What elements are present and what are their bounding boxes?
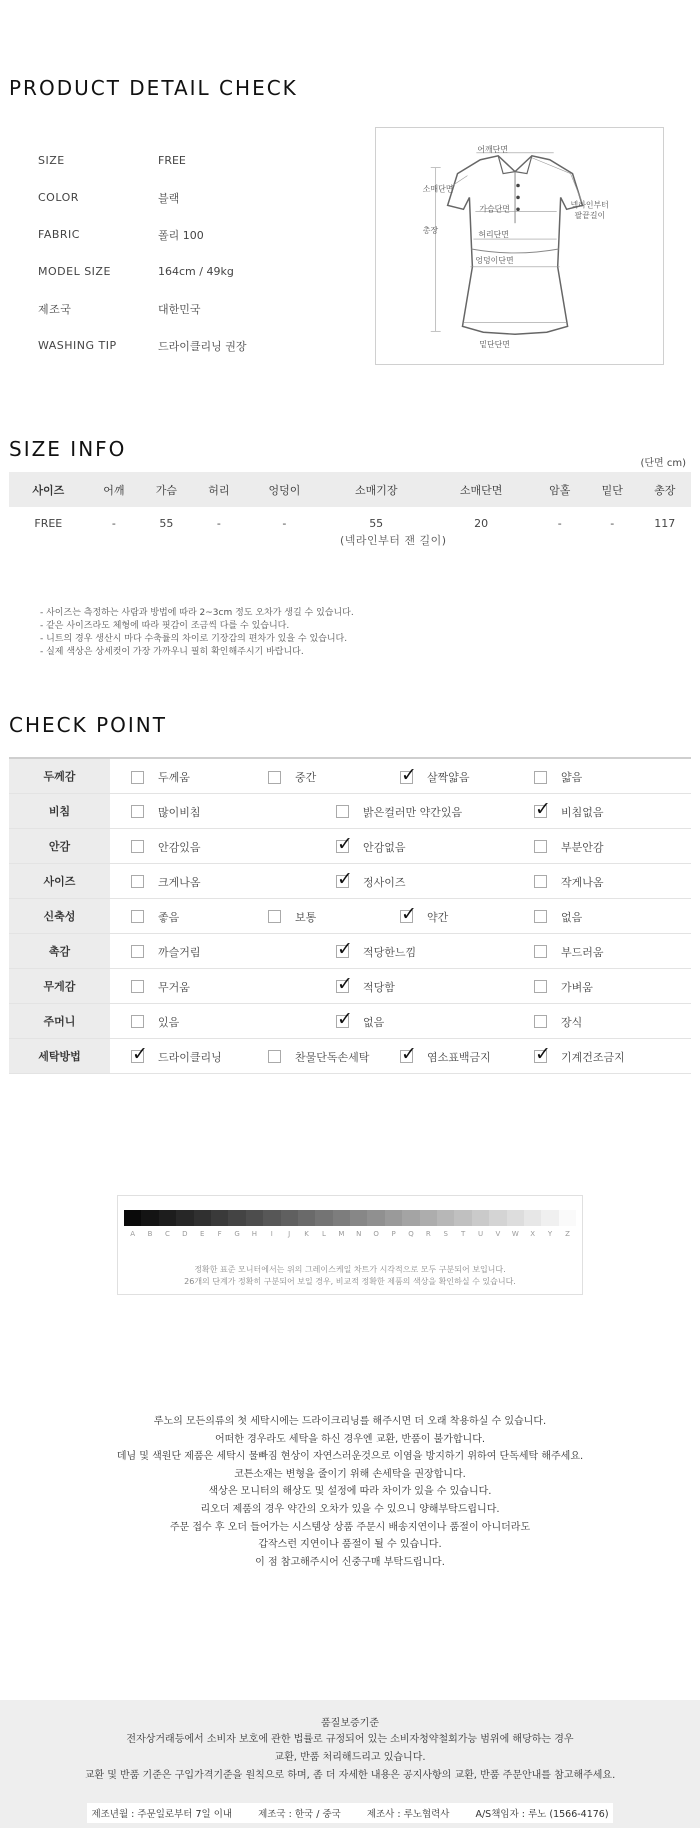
spec-row: [38, 290, 298, 327]
check-option-label: 비침없음: [561, 805, 604, 819]
check-option-label: 없음: [363, 1015, 385, 1029]
gray-letter: V: [495, 1230, 501, 1238]
size-cell: 55: [369, 517, 384, 530]
size-cell: -: [111, 517, 116, 530]
notice-line: 데님 및 색원단 제품은 세탁시 물빠짐 현상이 자연스러운것으로 이염을 방지하기 위하여 단독세탁 해주세요.: [116, 1451, 584, 1463]
check-option: [534, 944, 604, 960]
check-option-label: 밝은컬러만 약간있음: [363, 805, 463, 819]
check-option: [534, 1014, 582, 1030]
check-option-label: 없음: [561, 910, 583, 924]
spec-label: 제조국: [38, 302, 72, 316]
grayscale-line-2: 26개의 단계가 정확히 구분되어 보일 경우, 비교적 정확한 제품의 색상을 확인하실 수 있습니다.: [184, 1277, 516, 1286]
grayscale-letters: [124, 1230, 576, 1238]
unit-note: (단면 cm): [640, 458, 686, 469]
gray-letter: G: [234, 1230, 240, 1238]
size-header-cell: 가슴: [140, 472, 192, 507]
checked-checkbox[interactable]: [534, 805, 547, 818]
spec-value: 블랙: [158, 191, 180, 205]
quality-footer: [0, 1700, 700, 1828]
gray-letter: L: [322, 1230, 326, 1238]
grayscale-line-1: 정확한 표준 모니터에서는 위의 그레이스케일 차트가 시각적으로 모두 구분되어 보입니다.: [194, 1265, 506, 1274]
shoulder-label: 어깨단면: [477, 144, 508, 154]
check-options: [110, 1003, 691, 1038]
size-header-cell: 총장: [638, 472, 691, 507]
check-row-label: 촉감: [9, 933, 110, 968]
checked-checkbox[interactable]: [336, 875, 349, 888]
check-row-label: 신축성: [9, 898, 110, 933]
notice-line: 어떠한 경우라도 세탁을 하신 경우엔 교환, 반품이 불가합니다.: [214, 1433, 486, 1445]
gray-swatch: [194, 1210, 211, 1226]
check-option: [534, 874, 604, 890]
gray-letter: Z: [565, 1230, 570, 1238]
checked-checkbox[interactable]: [534, 1050, 547, 1063]
check-option-label: 많이비침: [158, 805, 201, 819]
gray-letter: B: [147, 1230, 153, 1238]
gray-swatch: [489, 1210, 506, 1226]
gray-swatch: [315, 1210, 332, 1226]
check-row: [9, 793, 691, 828]
check-option-label: 무거움: [158, 980, 190, 994]
gray-swatch: [559, 1210, 576, 1226]
check-option: [131, 979, 190, 995]
check-option: [534, 769, 582, 785]
gray-letter: A: [130, 1230, 136, 1238]
checkbox[interactable]: [336, 805, 349, 818]
check-row: [9, 828, 691, 863]
spec-label: SIZE: [38, 154, 65, 167]
notice-line: 색상은 모니터의 해상도 및 설정에 따라 차이가 있을 수 있습니다.: [208, 1486, 492, 1498]
spec-row: [38, 142, 298, 179]
size-table: [9, 472, 691, 533]
check-option-label: 가벼움: [561, 980, 593, 994]
checked-checkbox[interactable]: [336, 1015, 349, 1028]
checked-checkbox[interactable]: [336, 840, 349, 853]
gray-letter: H: [251, 1230, 258, 1238]
check-options: [110, 933, 691, 968]
footer-info-item: 제조국 : 한국 / 중국: [258, 1809, 341, 1820]
hip-label: 엉덩이단면: [475, 255, 514, 265]
check-option: [268, 769, 316, 785]
check-row: [9, 933, 691, 968]
check-options: [110, 898, 691, 933]
size-header-cell: 어깨: [88, 472, 140, 507]
check-row: [9, 968, 691, 1003]
gray-swatch: [385, 1210, 402, 1226]
notice-line: 주문 접수 후 오더 들어가는 시스템상 상품 주문시 배송지연이나 품절이 아니더라도: [169, 1521, 531, 1533]
size-table-header: [9, 472, 691, 507]
check-option: [534, 979, 593, 995]
footer-title: 품질보증기준: [321, 1718, 379, 1729]
check-option-label: 부분안감: [561, 840, 604, 854]
gray-letter: T: [460, 1230, 466, 1238]
spec-label: WASHING TIP: [38, 339, 117, 352]
total-length-label: 총장: [422, 226, 439, 236]
checkbox[interactable]: [131, 945, 144, 958]
sleeve-length-note: (넥라인부터 잰 길이): [340, 534, 447, 547]
gray-swatch: [263, 1210, 280, 1226]
check-options: [110, 1038, 691, 1073]
check-option-label: 장식: [561, 1015, 583, 1029]
check-option: [131, 874, 201, 890]
checkbox[interactable]: [534, 945, 547, 958]
size-diagram: [375, 127, 664, 365]
check-option-label: 중간: [295, 771, 317, 784]
notice-line: 갑작스런 지연이나 품절이 될 수 있습니다.: [258, 1539, 442, 1551]
size-header-cell: 소매단면: [429, 472, 534, 507]
check-table: [9, 757, 691, 1074]
gray-swatch: [454, 1210, 471, 1226]
check-option-label: 두께움: [158, 771, 190, 784]
check-row-label: 무게감: [9, 968, 110, 1003]
size-cell: 55: [159, 517, 174, 530]
gray-letter: K: [304, 1230, 309, 1238]
spec-row: [38, 179, 298, 216]
gray-swatch: [524, 1210, 541, 1226]
gray-letter: X: [530, 1230, 536, 1238]
check-option-label: 안감없음: [363, 840, 406, 854]
check-option: [400, 1049, 491, 1065]
check-option: [336, 1014, 384, 1030]
footer-info-item: 제조사 : 루노협력사: [366, 1809, 450, 1820]
check-point-title: CHECK POINT: [9, 713, 167, 737]
size-cell: 117: [654, 517, 676, 530]
spec-list: [38, 142, 298, 364]
gray-letter: F: [217, 1230, 222, 1238]
checkbox[interactable]: [268, 771, 281, 784]
spec-value: 폴리 100: [158, 228, 204, 242]
gray-swatch: [281, 1210, 298, 1226]
spec-value: 164cm / 49kg: [158, 265, 234, 278]
check-option-label: 작게나옴: [561, 875, 604, 889]
checkbox[interactable]: [131, 980, 144, 993]
footer-info-bar: [87, 1803, 613, 1823]
gray-swatch: [141, 1210, 158, 1226]
checkbox[interactable]: [131, 805, 144, 818]
check-option-label: 정사이즈: [363, 875, 406, 889]
checkbox[interactable]: [131, 910, 144, 923]
spec-label: MODEL SIZE: [38, 265, 111, 278]
check-option-label: 까슬거림: [158, 945, 201, 959]
check-option: [131, 839, 201, 855]
gray-letter: M: [338, 1230, 345, 1238]
footer-info-item: 제조년월 : 주문일로부터 7일 이내: [91, 1809, 233, 1820]
grayscale-description: [118, 1264, 582, 1288]
size-note-line: - 실제 색상은 상세컷이 가장 가까우니 필히 확인해주시기 바랍니다.: [40, 647, 304, 657]
check-option-label: 찬물단독손세탁: [295, 1050, 370, 1064]
size-cell: FREE: [34, 517, 63, 530]
checkbox[interactable]: [268, 910, 281, 923]
check-option-label: 기계건조금지: [561, 1050, 625, 1064]
size-cell: -: [557, 517, 562, 530]
check-option-label: 보통: [295, 910, 317, 924]
gray-swatch: [124, 1210, 141, 1226]
check-option: [131, 1014, 179, 1030]
size-table-row: [9, 507, 691, 533]
size-note-line: - 사이즈는 측정하는 사람과 방법에 따라 2~3cm 정도 오차가 생길 수 있습니다.: [40, 608, 354, 618]
gray-letter: N: [356, 1230, 362, 1238]
gray-swatch: [507, 1210, 524, 1226]
size-info-title: SIZE INFO: [9, 437, 127, 461]
gray-swatch: [350, 1210, 367, 1226]
check-option-label: 얇음: [561, 771, 583, 784]
gray-letter: W: [511, 1230, 519, 1238]
size-cell: -: [610, 517, 615, 530]
gray-letter: O: [373, 1230, 379, 1238]
check-option: [131, 1049, 222, 1065]
check-option-label: 좋음: [158, 910, 180, 924]
check-option-label: 안감있음: [158, 840, 201, 854]
size-header-cell: 엉덩이: [245, 472, 324, 507]
checkbox[interactable]: [131, 771, 144, 784]
check-row: [9, 1038, 691, 1073]
check-option: [131, 769, 190, 785]
check-options: [110, 828, 691, 863]
check-option-label: 있음: [158, 1015, 180, 1029]
check-option: [336, 944, 416, 960]
neckline-label: 넥라인부터: [570, 200, 609, 210]
check-option-label: 살짝얇음: [427, 771, 470, 784]
check-option: [534, 804, 604, 820]
check-option: [336, 979, 395, 995]
spec-label: COLOR: [38, 191, 79, 204]
product-detail-title: PRODUCT DETAIL CHECK: [9, 76, 298, 100]
check-option: [131, 909, 179, 925]
checked-checkbox[interactable]: [131, 1050, 144, 1063]
check-option: [268, 1049, 369, 1065]
check-row: [9, 863, 691, 898]
gray-letter: U: [477, 1230, 484, 1238]
sleeve-label: 소매단면: [422, 184, 454, 194]
check-row-label: 두께감: [9, 758, 110, 793]
footer-body: [0, 1731, 700, 1785]
spec-row: [38, 216, 298, 253]
gray-letter: S: [443, 1230, 448, 1238]
check-option: [534, 1049, 625, 1065]
size-header-cell: 사이즈: [9, 472, 88, 507]
check-row-label: 안감: [9, 828, 110, 863]
check-option-label: 드라이클리닝: [158, 1050, 222, 1064]
care-notice: [0, 1413, 700, 1571]
gray-letter: I: [270, 1230, 273, 1238]
check-options: [110, 758, 691, 793]
gray-letter: J: [288, 1230, 291, 1238]
check-option-label: 부드러움: [561, 945, 604, 959]
gray-swatch: [333, 1210, 350, 1226]
gray-swatch: [402, 1210, 419, 1226]
gray-letter: E: [200, 1230, 205, 1238]
check-option: [400, 769, 470, 785]
check-option-label: 크게나옴: [158, 875, 201, 889]
spec-row: [38, 327, 298, 364]
checkbox[interactable]: [268, 1050, 281, 1063]
check-option-label: 적당한느낌: [363, 945, 417, 959]
check-row-label: 세탁방법: [9, 1038, 110, 1073]
check-option: [268, 909, 316, 925]
notice-line: 리오더 제품의 경우 약간의 오차가 있을 수 있으니 양해부탁드립니다.: [200, 1503, 500, 1515]
check-row-label: 사이즈: [9, 863, 110, 898]
checkbox[interactable]: [534, 1015, 547, 1028]
spec-label: FABRIC: [38, 228, 80, 241]
check-row-label: 비침: [9, 793, 110, 828]
check-option-label: 적당함: [363, 980, 395, 994]
size-cell: 20: [474, 517, 489, 530]
grayscale-chart: [117, 1195, 583, 1295]
check-option: [534, 839, 604, 855]
spec-value: 대한민국: [158, 302, 201, 316]
size-cell: -: [282, 517, 287, 530]
size-note-line: - 니트의 경우 생산시 마다 수축률의 차이로 기장감의 편차가 있을 수 있습니다.: [40, 634, 348, 644]
checkbox[interactable]: [534, 875, 547, 888]
gray-letter: Y: [547, 1230, 553, 1238]
checked-checkbox[interactable]: [336, 980, 349, 993]
size-note-line: - 같은 사이즈라도 체형에 따라 핏감이 조금씩 다를 수 있습니다.: [40, 621, 290, 631]
size-header-cell: 밑단: [586, 472, 638, 507]
footer-line: 전자상거래등에서 소비자 보호에 관한 법률로 규정되어 있는 소비자청약철회가능 범위에 해당하는 경우: [126, 1734, 574, 1745]
checked-checkbox[interactable]: [400, 771, 413, 784]
check-option: [336, 874, 406, 890]
size-header-cell: 암홀: [534, 472, 586, 507]
spec-value: FREE: [158, 154, 186, 167]
footer-info-item: A/S책임자 : 루노 (1566-4176): [475, 1809, 609, 1820]
check-row-label: 주머니: [9, 1003, 110, 1038]
check-option: [131, 944, 201, 960]
neckline-label-2: 팔끝길이: [574, 211, 606, 221]
size-notes: [40, 607, 354, 659]
checked-checkbox[interactable]: [336, 945, 349, 958]
checked-checkbox[interactable]: [400, 910, 413, 923]
check-options: [110, 863, 691, 898]
check-row: [9, 898, 691, 933]
chest-label: 가슴단면: [479, 204, 510, 214]
gray-letter: C: [165, 1230, 170, 1238]
footer-line: 교환, 반품 처리해드리고 있습니다.: [274, 1752, 426, 1763]
size-header-cell: 소매기장: [324, 472, 429, 507]
gray-swatch: [246, 1210, 263, 1226]
gray-swatch: [437, 1210, 454, 1226]
gray-letter: Q: [408, 1230, 414, 1238]
checkbox[interactable]: [534, 980, 547, 993]
gray-swatch: [298, 1210, 315, 1226]
dress-illustration: [376, 128, 663, 364]
check-option: [131, 804, 201, 820]
check-option-label: 약간: [427, 910, 449, 924]
grayscale-strip: [124, 1210, 576, 1226]
gray-swatch: [228, 1210, 245, 1226]
gray-letter: P: [391, 1230, 396, 1238]
spec-value: 드라이클리닝 권장: [158, 339, 247, 353]
spec-row: [38, 253, 298, 290]
check-row: [9, 758, 691, 793]
check-options: [110, 968, 691, 1003]
gray-swatch: [211, 1210, 228, 1226]
notice-line: 루노의 모든의류의 첫 세탁시에는 드라이크리닝를 해주시면 더 오래 착용하실 수 있습니다.: [153, 1416, 547, 1427]
footer-line: 교환 및 반품 기준은 구입가격기준을 원칙으로 하며, 좀 더 자세한 내용은 공지사항의 교환, 반품 주문안내를 참고해주세요.: [84, 1770, 616, 1781]
notice-line: 코튼소재는 변형을 줄이기 위해 손세탁을 권장합니다.: [234, 1468, 466, 1480]
check-option-label: 염소표백금지: [427, 1050, 491, 1064]
check-options: [110, 793, 691, 828]
size-header-cell: 허리: [193, 472, 245, 507]
checkbox[interactable]: [131, 1015, 144, 1028]
gray-letter: D: [182, 1230, 188, 1238]
check-row: [9, 1003, 691, 1038]
checkbox[interactable]: [131, 875, 144, 888]
gray-swatch: [176, 1210, 193, 1226]
gray-letter: R: [425, 1230, 431, 1238]
size-cell: -: [216, 517, 221, 530]
gray-swatch: [472, 1210, 489, 1226]
notice-line: 이 점 참고해주시어 신중구매 부탁드립니다.: [255, 1556, 445, 1568]
gray-swatch: [541, 1210, 558, 1226]
checkbox[interactable]: [534, 840, 547, 853]
gray-swatch: [367, 1210, 384, 1226]
check-option: [336, 804, 462, 820]
checked-checkbox[interactable]: [400, 1050, 413, 1063]
checkbox[interactable]: [534, 910, 547, 923]
check-option: [534, 909, 582, 925]
waist-label: 허리단면: [478, 230, 509, 240]
checkbox[interactable]: [534, 771, 547, 784]
hem-label: 밑단단면: [479, 340, 510, 350]
gray-swatch: [159, 1210, 176, 1226]
check-option: [336, 839, 406, 855]
checkbox[interactable]: [131, 840, 144, 853]
gray-swatch: [420, 1210, 437, 1226]
check-option: [400, 909, 448, 925]
